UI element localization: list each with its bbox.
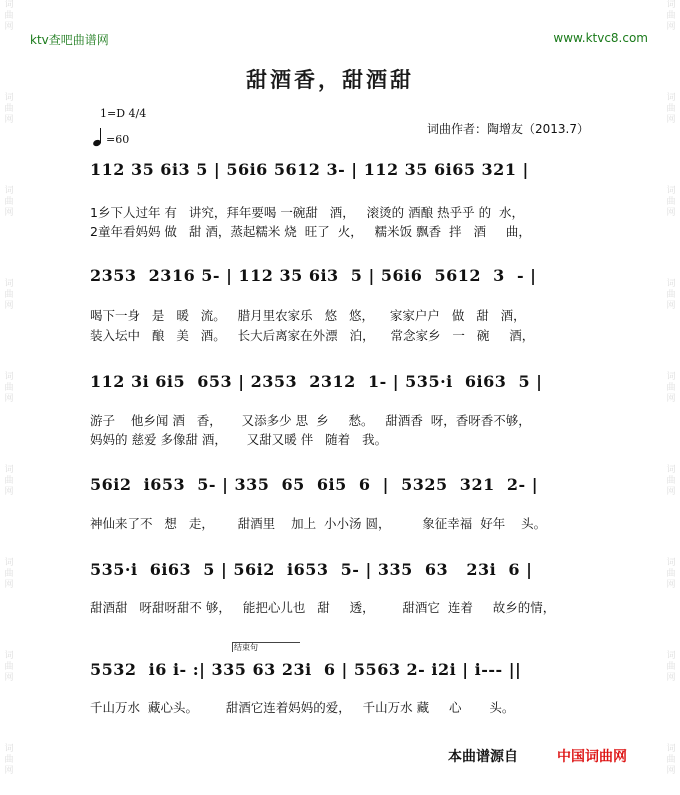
lyric-line-5: 甜酒甜 呀甜呀甜不 够， 能把心儿也 甜 透， 甜酒它 连着 故乡的情， [90, 600, 556, 615]
music-line-4: 56i2 i653 5- | 335 65 6i5 6 | 5325 321 2- | [90, 475, 539, 494]
watermark-right: 词曲网 词曲网 词曲网 词曲网 词曲网 词曲网 词曲网 词曲网 词曲网 [666, 0, 676, 776]
music-line-3: 112 3i 6i5 653 | 2353 2312 1- | 535·i 6i63 5 | [90, 372, 543, 391]
tempo-value: =60 [106, 133, 130, 146]
source-label: 本曲谱源自 [448, 749, 518, 765]
tempo-marking [93, 128, 129, 146]
lyric-line-4: 神仙来了不 想 走， 甜酒里 加上 小小汤 圆， 象征幸福 好年 头。 [90, 516, 547, 531]
music-line-1: 112 35 6i3 5 | 56i6 5612 3- | 112 35 6i65 321 | [90, 160, 529, 179]
music-line-6: 5532 i6 i- :| 335 63 23i 6 | 5563 2- i2i | i--- || [90, 660, 522, 679]
lyric-line-6: 千山万水 藏心头。 甜酒它连着妈妈的爱， 千山万水 藏 心 头。 [90, 700, 515, 715]
music-line-5: 535·i 6i63 5 | 56i2 i653 5- | 335 63 23i 6 | [90, 560, 533, 579]
key-signature: 1=D 4/4 [100, 107, 147, 120]
watermark-left: 词曲网 词曲网 词曲网 词曲网 词曲网 词曲网 词曲网 词曲网 词曲网 [4, 0, 14, 776]
song-title: 甜酒香，甜酒甜 [246, 67, 414, 92]
lyric-line-1-verse-2: 2童年看妈妈 做 甜 酒，蒸起糯米 烧 旺了 火， 糯米饭 飘香 拌 酒 曲， [90, 224, 531, 239]
lyric-line-3-verse-2: 妈妈的 慈爱 多像甜 酒， 又甜又暖 伴 随着 我。 [90, 432, 388, 447]
author-credit: 词曲作者：陶增友（2013.7） [427, 122, 589, 136]
lyric-line-2-verse-2: 装入坛中 酿 美 酒。 长大后离家在外漂 泊， 常念家乡 一 碗 酒， [90, 328, 535, 343]
source-brand-link[interactable]: 中国词曲网 [557, 749, 627, 765]
music-line-2: 2353 2316 5- | 112 35 6i3 5 | 56i6 5612 3 - | [90, 266, 537, 285]
lyric-line-3-verse-1: 游子 他乡闻 酒 香， 又添多少 思 乡 愁。 甜酒香 呀，香呀香不够， [90, 413, 531, 428]
site-url-right[interactable]: www.ktvc8.com [553, 31, 648, 45]
lyric-line-1-verse-1: 1乡下人过年 有 讲究，拜年要喝 一碗甜 酒， 滚烫的 酒酿 热乎乎 的 水， [90, 205, 525, 220]
quarter-note-icon [93, 128, 104, 146]
site-name-left[interactable]: ktv查吧曲谱网 [30, 33, 109, 47]
lyric-line-2-verse-1: 喝下一身 是 暖 流。 腊月里农家乐 悠 悠， 家家户户 做 甜 酒， [90, 308, 526, 323]
ending-label: 结束句 [234, 643, 258, 652]
